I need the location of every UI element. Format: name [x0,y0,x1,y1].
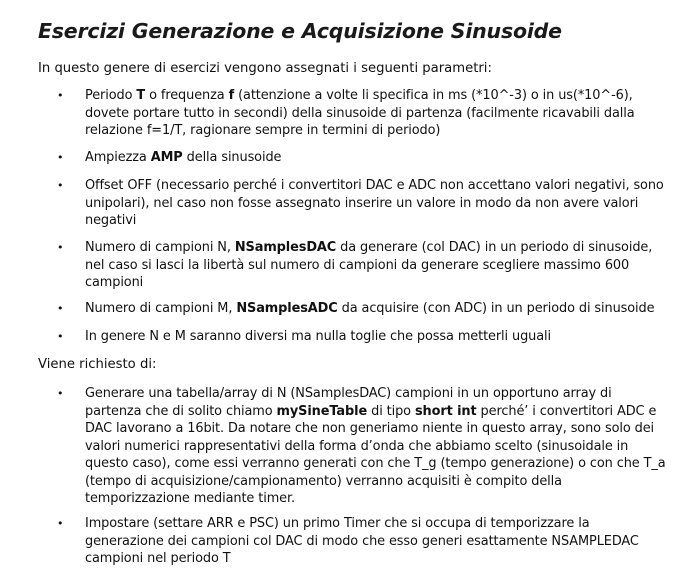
bullet-icon [57,90,65,96]
bullet-icon [57,152,65,158]
bullet-icon [57,518,65,524]
list-item-text: Numero di campioni M, NSamplesADC da acquisire (con ADC) in un periodo di sinusoide [85,301,655,316]
bold-term: T [136,88,146,103]
bullet-icon [57,242,65,248]
page-title: Esercizi Generazione e Acquisizione Sinusoide [38,19,562,43]
bullet-icon [57,180,65,186]
list-item-text: Offset OFF (necessario perché i convertitori DAC e ADC non accettano valori negativi, sono unipolari), nel caso non fosse assegnato inserire un valore in modo da non avere valori negativi [85,178,664,228]
bold-term: short int [414,403,477,419]
intro-text: In questo genere di esercizi vengono assegnati i seguenti parametri: [38,61,492,76]
bold-term: NSamplesDAC [234,240,337,255]
bullet-icon [57,331,65,337]
list-item-text: In genere N e M saranno diversi ma nulla toglie che possa metterli uguali [85,329,551,344]
list-item-text: Periodo T o frequenza f (attenzione a volte li specifica in ms (*10^-3) o in us(*10^-6), dovete portare tutto in secondi) della sinusoide di partenza (facilmente ricavabili dalla relazione f=1/T, ragionare sempre in termini di periodo) [85,88,635,138]
bullet-icon [57,388,65,394]
list-item-text: Numero di campioni N, NSamplesDAC da generare (col DAC) in un periodo di sinusoide, nel caso si lasci la libertà sul numero di campioni da generare scegliere massimo 600 campioni [85,240,653,290]
bold-term: mySineTable [276,403,368,419]
bold-term: NSamplesADC [236,301,338,316]
bold-term: f [228,88,235,103]
bullet-icon [57,303,65,309]
request-heading: Viene richiesto di: [38,357,157,372]
bold-term: AMP [150,150,183,165]
list-item-text: Ampiezza AMP della sinusoide [85,150,282,165]
list-item-text: Impostare (settare ARR e PSC) un primo Timer che si occupa di temporizzare la generazione dei campioni col DAC di modo che esso generi esattamente NSAMPLEDAC campioni nel periodo T [85,516,639,566]
list-item-text: Generare una tabella/array di N (NSamplesDAC) campioni in un opportuno array di partenza che di solito chiamo mySineTable di tipo short int perché’ i convertitori ADC e DAC lavorano a 16bit. Da notare che non generiamo niente in questo array, sono solo dei valori numerici rappresentativi della forma d’onda che abbiamo scelto (sinusoidale in questo caso), come essi verranno generati con che T_g (tempo generazione) o con che T_a (tempo di acquisizione/campionamento) verranno acquisiti è compito della temporizzazione mediante timer. [85,386,666,506]
